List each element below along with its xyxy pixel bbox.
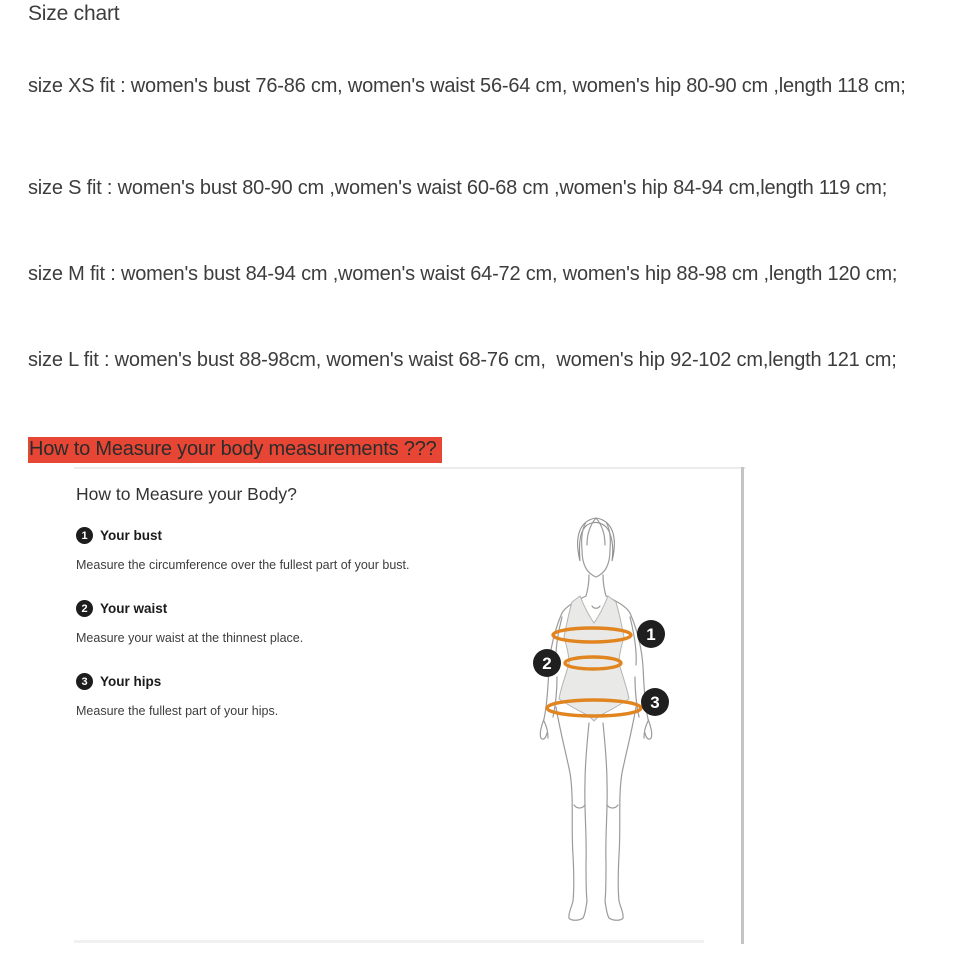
figure-hair	[578, 518, 615, 561]
size-m-description: size M fit : women's bust 84-94 cm ,women's waist 64-72 cm, women's hip 88-98 cm ,length 120 cm;	[28, 263, 898, 285]
figure-marker-1	[637, 620, 665, 648]
vertical-divider	[741, 467, 744, 944]
figure-right-leg	[618, 707, 636, 901]
figure-left-hand	[540, 719, 548, 739]
figure-left-leg	[556, 707, 574, 901]
step-waist-description: Measure your waist at the thinnest place.	[76, 631, 304, 645]
figure-right-hand	[644, 719, 652, 739]
size-xs-description: size XS fit : women's bust 76-86 cm, women's waist 56-64 cm, women's hip 80-90 cm ,length 118 cm;	[28, 75, 906, 97]
step-2-badge-icon: 2	[76, 600, 93, 617]
step-hips-description: Measure the fullest part of your hips.	[76, 704, 279, 718]
page-title: Size chart	[28, 2, 120, 25]
step-bust-header	[76, 527, 162, 544]
figure-face	[582, 550, 610, 577]
measure-highlight-banner: How to Measure your body measurements ???	[28, 437, 442, 463]
step-hips-header	[76, 673, 161, 690]
guide-title: How to Measure your Body?	[76, 484, 297, 504]
step-3-badge-icon: 3	[76, 673, 93, 690]
size-s-description: size S fit : women's bust 80-90 cm ,women's waist 60-68 cm ,women's hip 84-94 cm,length 119 cm;	[28, 177, 888, 199]
size-l-description: size L fit : women's bust 88-98cm, women's waist 68-76 cm, women's hip 92-102 cm,length 121 cm;	[28, 349, 897, 371]
step-1-badge-icon: 1	[76, 527, 93, 544]
step-waist-header	[76, 600, 167, 617]
figure-marker-2	[533, 649, 561, 677]
step-hips-label: Your hips	[100, 674, 162, 689]
svg-text:1: 1	[646, 625, 656, 644]
step-bust-description: Measure the circumference over the fullest part of your bust.	[76, 558, 410, 572]
step-waist-label: Your waist	[100, 601, 168, 616]
figure-left-foot	[569, 901, 587, 920]
divider-top	[74, 467, 746, 469]
step-bust-label: Your bust	[100, 528, 162, 543]
figure-right-foot	[605, 901, 623, 920]
body-figure-illustration	[520, 505, 720, 925]
svg-text:2: 2	[542, 654, 552, 673]
measure-guide-image	[0, 465, 972, 962]
divider-bottom	[74, 940, 704, 943]
figure-marker-3	[641, 688, 669, 716]
svg-text:3: 3	[650, 693, 660, 712]
